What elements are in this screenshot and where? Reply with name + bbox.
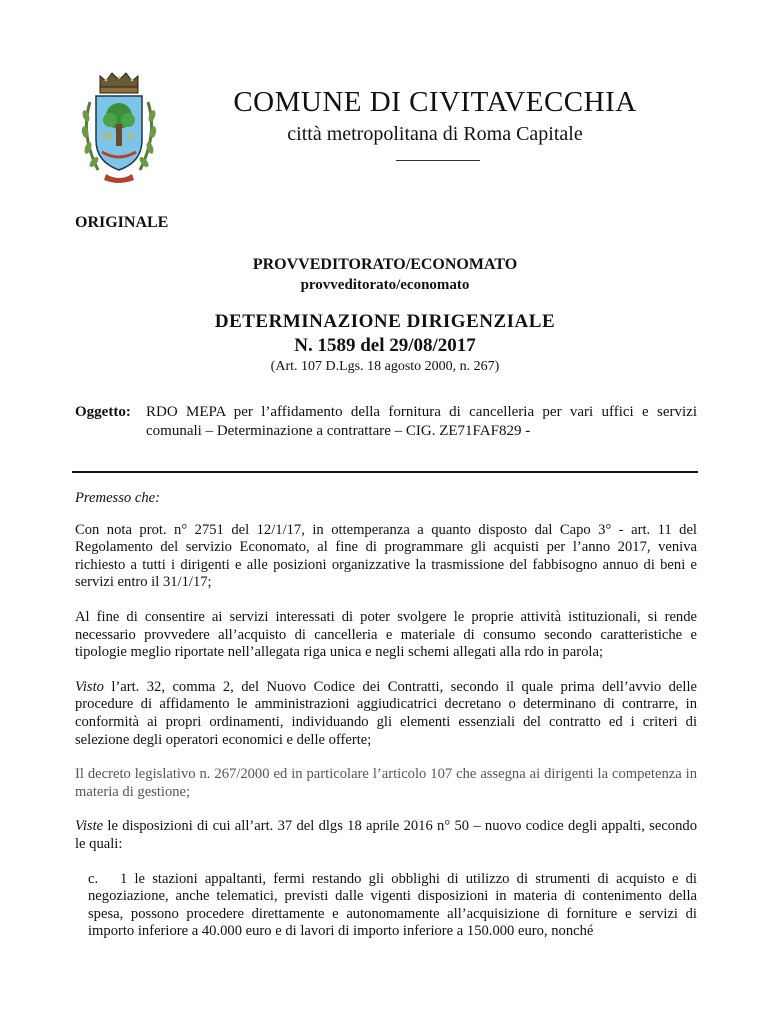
municipality-name: COMUNE DI CIVITAVECCHIA <box>233 86 637 118</box>
paragraph-fine: Al fine di consentire ai servizi interessati di poter svolgere le proprie attività istituzionali, si rende necessario provvedere all’acquisto di cancelleria e materiale di consumo secondo caratteristiche e tipologie meglio riportate nell’allegata riga unica e negli schemi allegati alla rdo in parola; <box>75 608 697 661</box>
subject-label: Oggetto: <box>75 404 131 420</box>
determination-reference: (Art. 107 D.Lgs. 18 agosto 2000, n. 267) <box>270 359 500 374</box>
list-item <box>88 871 697 941</box>
determination-title: DETERMINAZIONE DIRIGENZIALE <box>214 311 556 332</box>
office-subname: provveditorato/economato <box>300 277 470 293</box>
premesso-heading: Premesso che: <box>75 490 160 506</box>
svg-text:O: O <box>103 129 113 143</box>
municipality-subtitle: città metropolitana di Roma Capitale <box>287 123 583 145</box>
visto-text: l’art. 32, comma 2, del Nuovo Codice dei Contratti, secondo il quale prima dell’avvio delle procedure di affidamento le amministrazioni aggiudicatrici decretano o determinano di contrarre, in conformità ai propri ordinamenti, individuando gli elementi essenziali del contratto ed i criteri di selezione degli operatori economici e delle offerte; <box>75 678 697 748</box>
office-block <box>75 255 695 295</box>
viste-text: le disposizioni di cui all’art. 37 del dlgs 18 aprile 2016 n° 50 – nuovo codice degli appalti, secondo le quali: <box>75 818 697 852</box>
header-divider <box>396 160 480 161</box>
svg-text:C: C <box>127 129 136 143</box>
office-name: PROVVEDITORATO/ECONOMATO <box>252 256 518 273</box>
determination-block <box>75 310 695 376</box>
paragraph-visto <box>75 679 697 749</box>
list-item-text: 1 le stazioni appaltanti, fermi restando gli obblighi di utilizzo di strumenti di acquisto e di negoziazione, anche telematici, previsti dalle vigenti disposizioni in materia di contenimento della spesa, possono procedere direttamente e autonomamente all’acquisizione di forniture e servizi di importo inferiore a 40.000 euro e di lavori di importo inferiore a 150.000 euro, nonché <box>88 870 697 940</box>
document-body <box>75 490 697 941</box>
document-status: ORIGINALE <box>75 214 169 231</box>
viste-lead: Viste <box>75 818 104 835</box>
paragraph-viste <box>75 818 697 853</box>
paragraph-nota-prot: Con nota prot. n° 2751 del 12/1/17, in ottemperanza a quanto disposto dal Capo 3° - art. 11 del Regolamento del servizio Economato, al fine di programmare gli acquisti per l’anno 2017, veniva richiesto a tutti i dirigenti e alle posizioni organizzative la trasmissione del fabbisogno annuo di beni e servizi entro il 31/1/17; <box>75 521 697 591</box>
subject-text: RDO MEPA per l’affidamento della fornitura di cancelleria per vari uffici e servizi comunali – Determinazione a contrattare – CIG. ZE71FAF829 - <box>146 404 697 439</box>
determination-number: N. 1589 del 29/08/2017 <box>294 335 476 356</box>
paragraph-decreto: Il decreto legislativo n. 267/2000 ed in particolare l’articolo 107 che assegna ai dirigenti la competenza in materia di gestione; <box>75 766 697 800</box>
section-divider <box>72 471 698 473</box>
subject-block <box>75 403 697 441</box>
city-coat-of-arms-icon <box>76 70 162 186</box>
list-item-marker: c. <box>88 870 99 887</box>
visto-lead: Visto <box>75 678 104 695</box>
